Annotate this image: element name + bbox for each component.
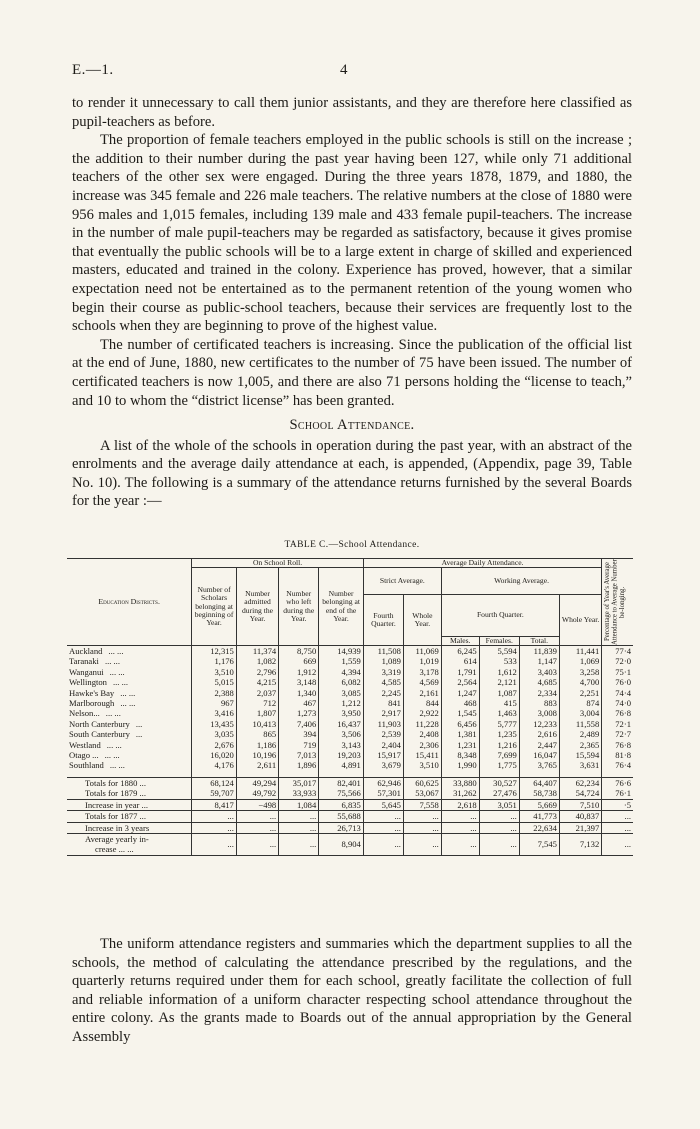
table-cell: 7,510 [559, 799, 601, 810]
table-cell: 60,625 [403, 777, 441, 788]
table-cell: 1,019 [403, 656, 441, 666]
district-label: North Canterbury [69, 718, 130, 729]
leader-dots: ... ... [120, 687, 136, 698]
district-name [67, 646, 192, 657]
table-cell: ... [403, 822, 441, 833]
table-cell: ... [363, 822, 403, 833]
table-cell: 58,738 [519, 788, 559, 799]
table-cell: 26,713 [319, 822, 364, 833]
table-cell: 11,069 [403, 646, 441, 657]
table-cell: 4,569 [403, 677, 441, 687]
table-cell: 2,306 [403, 740, 441, 750]
table-cell: 3,085 [319, 688, 364, 698]
table-cell: 1,381 [441, 729, 479, 739]
table-cell: 16,020 [192, 750, 237, 760]
table-cell: 75,566 [319, 788, 364, 799]
col-header-percentage [602, 559, 633, 646]
summary-label-line: Average yearly in- [85, 833, 149, 844]
table-cell: 4,685 [519, 677, 559, 687]
leader-dots: ... ... [112, 677, 129, 688]
group-header-working-fourth: Fourth Quarter. [441, 595, 559, 637]
table-cell: 1,087 [479, 688, 519, 698]
table-cell: 19,203 [319, 750, 364, 760]
table-cell: 1,212 [319, 698, 364, 708]
table-cell: ... [403, 811, 441, 822]
summary-row [67, 788, 633, 799]
table-cell: 12,315 [192, 646, 237, 657]
summary-row [67, 833, 633, 855]
table-cell: 62,946 [363, 777, 403, 788]
table-cell: 719 [279, 740, 319, 750]
district-label: Otago ... [69, 750, 99, 761]
summary-row [67, 777, 633, 788]
table-row [67, 740, 633, 750]
table-cell: 33,933 [279, 788, 319, 799]
section-title: School Attendance. [289, 417, 415, 434]
col-header-end: Number belonging at end of the Year. [319, 568, 364, 646]
table-cell: 8,348 [441, 750, 479, 760]
col-header-district: Education Districts. [67, 559, 192, 646]
table-cell: 1,559 [319, 656, 364, 666]
table-cell: 1,089 [363, 656, 403, 666]
col-header-females: Females. [479, 636, 519, 645]
group-header-avg: Average Daily Attendance. [363, 559, 601, 568]
table-cell: 5,669 [519, 799, 559, 810]
table-cell: 33,880 [441, 777, 479, 788]
table-cell: 2,796 [236, 667, 278, 677]
table-row [67, 729, 633, 739]
table-cell: 76·1 [602, 788, 633, 799]
table-cell: 6,835 [319, 799, 364, 810]
table-cell: 4,394 [319, 667, 364, 677]
body-text-top [72, 94, 632, 511]
table-cell: 883 [519, 698, 559, 708]
table-cell: 2,404 [363, 740, 403, 750]
table-cell: 1,216 [479, 740, 519, 750]
district-name [67, 656, 192, 666]
table-cell: 467 [279, 698, 319, 708]
table-cell: 1,775 [479, 760, 519, 770]
district-label: Wellington [69, 677, 107, 688]
table-cell: 76·8 [602, 740, 633, 750]
document-code: E.—1. [72, 62, 114, 78]
table-cell: 1,084 [279, 799, 319, 810]
district-label: Nelson... [69, 708, 100, 719]
table-cell: 2,388 [192, 688, 237, 698]
table-cell: 1,176 [192, 656, 237, 666]
table-cell: ... [602, 822, 633, 833]
table-cell: ... [403, 833, 441, 855]
table-cell: 3,008 [519, 708, 559, 718]
table-cell: 2,489 [559, 729, 601, 739]
body-text-bottom [72, 935, 632, 1047]
district-label: Southland [69, 760, 104, 771]
table-cell: 3,143 [319, 740, 364, 750]
table-cell: 2,037 [236, 688, 278, 698]
table-cell: 5,015 [192, 677, 237, 687]
summary-label: Increase in 3 years [85, 822, 150, 833]
table-row [67, 698, 633, 708]
table-cell: 1,463 [479, 708, 519, 718]
table-cell: 3,416 [192, 708, 237, 718]
district-label: Taranaki [69, 656, 99, 667]
table-cell: 1,069 [559, 656, 601, 666]
table-row [67, 646, 633, 657]
table-row [67, 667, 633, 677]
leader-dots: ... ... [120, 698, 136, 709]
table-cell: 1,896 [279, 760, 319, 770]
col-header-strict-whole: Whole Year. [403, 595, 441, 646]
table-cell: 14,939 [319, 646, 364, 657]
table-cell: 967 [192, 698, 237, 708]
table-cell: 1,273 [279, 708, 319, 718]
table-cell: 841 [363, 698, 403, 708]
paragraph-continuation: to render it unnecessary to call them junior assistants, and they are therefore here classified as pupil-teachers as before. [72, 95, 632, 130]
table-cell: 874 [559, 698, 601, 708]
table-cell: 10,413 [236, 719, 278, 729]
table-cell: 5,645 [363, 799, 403, 810]
table-cell: 6,245 [441, 646, 479, 657]
table-cell: 1,990 [441, 760, 479, 770]
table-cell: ... [602, 833, 633, 855]
paragraph-certificated-teachers: The number of certificated teachers is increasing. Since the publication of the official list at the end of June, 1880, new certificates to the number of 75 have been issued. The number of certificated teachers is now 1,005, and there are also 71 persons holding the “license to teach,” and 10 to whom the “district license” has been granted. [72, 336, 632, 409]
table-cell: 1,235 [479, 729, 519, 739]
table-cell: 3,765 [519, 760, 559, 770]
page-number: 4 [340, 62, 348, 78]
summary-label: Increase in year ... [85, 799, 148, 810]
table-cell: ... [479, 833, 519, 855]
table-cell: 8,750 [279, 646, 319, 657]
table-cell: 1,791 [441, 667, 479, 677]
table-cell: 49,294 [236, 777, 278, 788]
district-label: South Canterbury [69, 729, 130, 740]
table-cell: 468 [441, 698, 479, 708]
table-cell: 7,406 [279, 719, 319, 729]
table-cell: 4,215 [236, 677, 278, 687]
table-cell: 8,417 [192, 799, 237, 810]
table-cell: 2,121 [479, 677, 519, 687]
district-name [67, 740, 192, 750]
table-cell: 74·0 [602, 698, 633, 708]
table-cell: 2,564 [441, 677, 479, 687]
table-cell: 614 [441, 656, 479, 666]
table-cell: 62,234 [559, 777, 601, 788]
summary-label: Totals for 1880 ... [85, 777, 146, 788]
table-cell: ... [441, 833, 479, 855]
summary-label: Totals for 1879 ... [85, 788, 146, 799]
table-cell: 1,186 [236, 740, 278, 750]
col-header-beginning: Number of Scholars belonging at beginning of Year. [192, 568, 237, 646]
table-row [67, 656, 633, 666]
group-header-roll: On School Roll. [192, 559, 364, 568]
table-cell: 3,319 [363, 667, 403, 677]
table-cell: 13,435 [192, 719, 237, 729]
district-name [67, 688, 192, 698]
table-cell: 54,724 [559, 788, 601, 799]
table-cell: ... [236, 811, 278, 822]
table-cell: 7,013 [279, 750, 319, 760]
table-cell: 53,067 [403, 788, 441, 799]
table-cell: ... [236, 822, 278, 833]
col-header-males: Males. [441, 636, 479, 645]
table-cell: 4,176 [192, 760, 237, 770]
table-cell: 3,950 [319, 708, 364, 718]
table-cell: 30,527 [479, 777, 519, 788]
table-cell: 11,558 [559, 719, 601, 729]
table-cell: 4,585 [363, 677, 403, 687]
table-cell: 55,688 [319, 811, 364, 822]
table-cell: ... [479, 811, 519, 822]
leader-dots: ... ... [104, 750, 120, 761]
table-row [67, 719, 633, 729]
table-cell: 2,161 [403, 688, 441, 698]
leader-dots: ... [135, 718, 143, 729]
district-label: Westland [69, 739, 101, 750]
group-header-strict: Strict Average. [363, 568, 441, 595]
table-cell: 2,539 [363, 729, 403, 739]
table-row [67, 688, 633, 698]
table-cell: 1,231 [441, 740, 479, 750]
table-cell: 7,132 [559, 833, 601, 855]
table-cell: 3,035 [192, 729, 237, 739]
table-cell: 712 [236, 698, 278, 708]
table-cell: 11,374 [236, 646, 278, 657]
page-header [72, 62, 632, 82]
table-cell: ... [279, 822, 319, 833]
table-row [67, 708, 633, 718]
district-name [67, 750, 192, 760]
table-row [67, 760, 633, 770]
table-cell: 3,258 [559, 667, 601, 677]
district-name [67, 708, 192, 718]
table-cell: 75·1 [602, 667, 633, 677]
table-cell: 3,403 [519, 667, 559, 677]
table-cell: 1,147 [519, 656, 559, 666]
table-cell: 68,124 [192, 777, 237, 788]
table-cell: 2,251 [559, 688, 601, 698]
table-cell: 16,437 [319, 719, 364, 729]
col-header-total: Total. [519, 636, 559, 645]
table-cell: −498 [236, 799, 278, 810]
table-cell: 15,917 [363, 750, 403, 760]
district-label: Hawke's Bay [69, 687, 115, 698]
table-cell: ... [192, 822, 237, 833]
district-rows [67, 646, 633, 771]
table-cell: ... [192, 833, 237, 855]
table-cell: 49,792 [236, 788, 278, 799]
table-cell: 415 [479, 698, 519, 708]
table-cell: ... [236, 833, 278, 855]
table-cell: 1,340 [279, 688, 319, 698]
table-cell: 394 [279, 729, 319, 739]
table-row [67, 677, 633, 687]
summary-row [67, 811, 633, 822]
table-cell: ·5 [602, 799, 633, 810]
table-cell: ... [279, 811, 319, 822]
table-cell: 7,545 [519, 833, 559, 855]
table-cell: 3,510 [192, 667, 237, 677]
table-cell: 31,262 [441, 788, 479, 799]
table-cell: ... [279, 833, 319, 855]
table-caption: TABLE C.—School Attendance. [284, 540, 420, 550]
table-cell: 74·4 [602, 688, 633, 698]
table-cell: 3,051 [479, 799, 519, 810]
table-cell: 11,903 [363, 719, 403, 729]
table-cell: 3,679 [363, 760, 403, 770]
table-cell: 1,807 [236, 708, 278, 718]
table-cell: 6,456 [441, 719, 479, 729]
table-cell: 12,233 [519, 719, 559, 729]
table-cell: 2,408 [403, 729, 441, 739]
table-cell: 865 [236, 729, 278, 739]
table-cell: 6,082 [319, 677, 364, 687]
table-cell: 7,558 [403, 799, 441, 810]
table-cell: 41,773 [519, 811, 559, 822]
table-cell: 1,612 [479, 667, 519, 677]
table-cell: 669 [279, 656, 319, 666]
summary-label-line: crease ... ... [95, 844, 134, 855]
leader-dots: ... ... [105, 708, 121, 719]
table-cell: 2,245 [363, 688, 403, 698]
table-cell: 76·8 [602, 708, 633, 718]
table-cell: 11,228 [403, 719, 441, 729]
table-cell: 11,839 [519, 646, 559, 657]
table-cell: 10,196 [236, 750, 278, 760]
table-cell: 5,594 [479, 646, 519, 657]
table-cell: 11,441 [559, 646, 601, 657]
table-cell: 22,634 [519, 822, 559, 833]
table-cell: 72·7 [602, 729, 633, 739]
table-cell: 57,301 [363, 788, 403, 799]
table-cell: 2,611 [236, 760, 278, 770]
table-cell: 64,407 [519, 777, 559, 788]
table-cell: 8,904 [319, 833, 364, 855]
table-cell: ... [363, 833, 403, 855]
district-label: Marlborough [69, 698, 115, 709]
district-name [67, 698, 192, 708]
table-cell: 7,699 [479, 750, 519, 760]
district-label: Auckland [69, 646, 103, 656]
table-cell: 3,004 [559, 708, 601, 718]
table-cell: 2,922 [403, 708, 441, 718]
district-label: Wanganui [69, 666, 104, 677]
table-cell: ... [441, 822, 479, 833]
attendance-table [67, 558, 633, 856]
district-name [67, 719, 192, 729]
paragraph-attendance: A list of the whole of the schools in operation during the past year, with an abstract of the enrolments and the average daily attendance at each, is appended, (Appendix, page 39, Table No. 10). The following is a summary of the attendance returns furnished by the several Boards for the year :— [72, 437, 632, 510]
summary-row [67, 799, 633, 810]
summary-row [67, 822, 633, 833]
table-cell: 5,777 [479, 719, 519, 729]
table-cell: ... [479, 822, 519, 833]
leader-dots: ... ... [104, 656, 120, 667]
table-cell: 3,148 [279, 677, 319, 687]
table-cell: ... [602, 811, 633, 822]
leader-dots: ... ... [109, 760, 125, 771]
table-cell: 35,017 [279, 777, 319, 788]
table-cell: 76·4 [602, 760, 633, 770]
table-cell: 40,837 [559, 811, 601, 822]
table-cell: 1,247 [441, 688, 479, 698]
table-cell: 3,631 [559, 760, 601, 770]
col-header-working-whole: Whole Year. [559, 595, 601, 646]
table-cell: ... [363, 811, 403, 822]
table-cell: 533 [479, 656, 519, 666]
col-header-strict-fourth: Fourth Quarter. [363, 595, 403, 646]
leader-dots: ... ... [109, 666, 125, 677]
leader-dots: ... ... [106, 739, 122, 750]
table-cell: 2,334 [519, 688, 559, 698]
table-cell: 2,618 [441, 799, 479, 810]
table-cell: 76·6 [602, 777, 633, 788]
table-cell: 3,506 [319, 729, 364, 739]
col-header-left: Number who left during the Year. [279, 568, 319, 646]
table-cell: 11,508 [363, 646, 403, 657]
table-cell: ... [192, 811, 237, 822]
col-header-admitted: Number admitted during the Year. [236, 568, 278, 646]
table-row [67, 750, 633, 760]
table-cell: 4,891 [319, 760, 364, 770]
district-name [67, 667, 192, 677]
district-name [67, 729, 192, 739]
table-cell: 1,082 [236, 656, 278, 666]
leader-dots: ... [135, 729, 143, 740]
table-cell: 15,411 [403, 750, 441, 760]
table-cell: 2,447 [519, 740, 559, 750]
table-cell: 3,178 [403, 667, 441, 677]
table-cell: 15,594 [559, 750, 601, 760]
table-cell: 76·0 [602, 677, 633, 687]
table-cell: 2,917 [363, 708, 403, 718]
table-cell: 844 [403, 698, 441, 708]
table-cell: 72·0 [602, 656, 633, 666]
table-cell: 4,700 [559, 677, 601, 687]
percentage-label: Percentage of Year's Average Attendance to Average Number be-longing. [604, 559, 627, 645]
district-name [67, 677, 192, 687]
table-cell: 2,365 [559, 740, 601, 750]
table-cell: 59,707 [192, 788, 237, 799]
table-cell: 1,545 [441, 708, 479, 718]
table-cell: ... [441, 811, 479, 822]
table-cell: 3,510 [403, 760, 441, 770]
table-cell: 16,047 [519, 750, 559, 760]
group-header-working: Working Average. [441, 568, 601, 595]
table-cell: 2,676 [192, 740, 237, 750]
table-cell: 81·8 [602, 750, 633, 760]
paragraph-female-teachers: The proportion of female teachers employed in the public schools is still on the increase ; the addition to their number during the past year having been 127, while only 71 additional teachers of the other sex were engaged. During the three years 1878, 1879, and 1880, the increase was 345 female and 226 male teachers. The relative numbers at the close of 1880 were 956 males and 1,015 females, including 139 male and 433 female pupil-teachers. The increase in the number of male pupil-teachers may be regarded as satisfactory, because it gives promise that eventually the public schools will be to a large extent in charge of skilled and experienced masters, educated and trained in the colony. Experience has proved, however, that a similar expectation need not be entertained as to the permanent retention of the young women who begin their course as public-school teachers, because their services are frequently lost to the schools when they are beginning to prove of the highest value. [72, 132, 632, 335]
leader-dots: ... ... [108, 646, 124, 656]
table-cell: 2,616 [519, 729, 559, 739]
table-cell: 77·4 [602, 646, 633, 657]
table-cell: 82,401 [319, 777, 364, 788]
table-cell: 21,397 [559, 822, 601, 833]
table-cell: 27,476 [479, 788, 519, 799]
table-cell: 72·1 [602, 719, 633, 729]
table-cell: 1,912 [279, 667, 319, 677]
summary-rows [67, 771, 633, 855]
summary-label [67, 833, 192, 855]
district-name [67, 760, 192, 770]
summary-label: Totals for 1877 ... [85, 811, 146, 822]
paragraph-closing: The uniform attendance registers and summaries which the department supplies to all the schools, the method of calculating the attendance prescribed by the regulations, and the quarterly returns required under them for each school, greatly facilitate the collection of full and reliable information of a uniform character respecting school attendance throughout the entire colony. As the grants made to Boards out of the annual appropriation by the General Assembly [72, 936, 632, 1045]
